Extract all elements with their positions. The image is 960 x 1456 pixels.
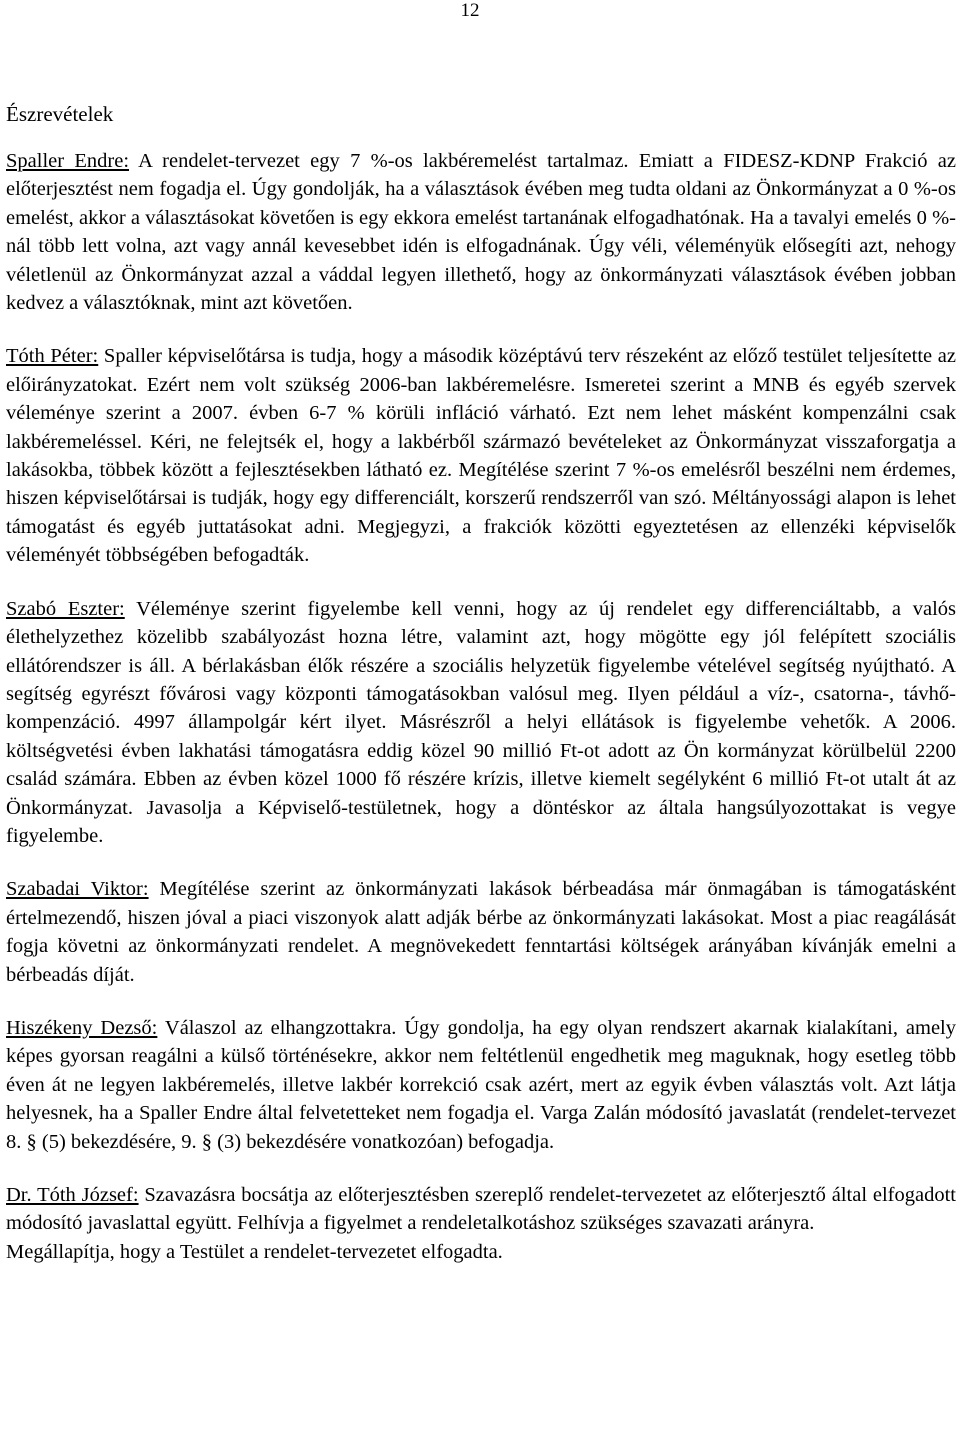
paragraph-hiszekeny xyxy=(6,1014,956,1156)
speaker-name: Spaller Endre: xyxy=(6,150,130,172)
paragraph-text: Szavazásra bocsátja az előterjesztésben szereplő rendelet-tervezetet az előterjesztő által elfogadott módosító javaslattal együtt. Felhívja a figyelmet a rendeletalkotáshoz szükséges szavazati arányra. xyxy=(6,1184,956,1235)
paragraph-text: Véleménye szerint figyelembe kell venni, hogy az új rendelet egy differenciáltabb, a valós élethelyzethez közelibb szabályozást hozna létre, valamint azt, hogy mögötte egy jól felépített szociális ellátórendszer is áll. A bérlakásban élők részére a szociális helyzetük figyelembe vételével segítség nyújtható. A segítség egyrészt fővárosi vagy központi támogatásokban valósul meg. Ilyen például a víz-, csatorna-, távhő-kompenzáció. 4997 állampolgár kért ilyet. Másrészről a helyi ellátások is figyelembe vehetők. A 2006. költségvetési évben lakhatási támogatásra eddig közel 90 millió Ft-ot adott az Ön kormányzat körülbelül 2200 család számára. Ebben az évben közel 1000 fő részére krízis, illetve kiemelt segélyként 6 millió Ft-ot utalt át az Önkormányzat. Javasolja a Képviselő-testületnek, hogy a döntéskor az általa hangsúlyozottakat is vegye figyelembe. xyxy=(6,597,957,847)
document-body xyxy=(6,100,956,1266)
page-number: 12 xyxy=(460,0,480,21)
paragraph-text: A rendelet-tervezet egy 7 %-os lakbéremelést tartalmaz. Emiatt a FIDESZ-KDNP Frakció az előterjesztést nem fogadja el. Úgy gondolják, ha a választások évében meg tudta oldani az Önkormányzat a 0 %-os emelést, akkor a választásokat követően is egy ekkora emelést tartanának elfogadhatónak. Ha a tavalyi emelés 0 %-nál több lett volna, azt vagy annál kevesebbet idén is elfogadnának. Úgy véli, véleményük elősegíti azt, nehogy véletlenül az Önkormányzat azzal a váddal legyen illethető, hogy az önkormányzati választások évében jobban kedvez a választóknak, mint azt követően. xyxy=(6,150,956,315)
section-title: Észrevételek xyxy=(6,102,114,126)
paragraph-text: Megítélése szerint az önkormányzati lakások bérbeadása már önmagában is támogatásként értelmezendő, hiszen jóval a piaci viszonyok alatt adják bérbe az önkormányzati lakásokat. Most a piac reagálását fogja követni az önkormányzati rendelet. A megnövekedett fenntartási költségek arányában kívánják emelni a bérbeadás díját. xyxy=(6,878,957,986)
conclusion-text: Megállapítja, hogy a Testület a rendelet-tervezetet elfogadta. xyxy=(6,1240,503,1263)
speaker-name: Szabadai Viktor: xyxy=(6,878,149,901)
paragraph-spaller xyxy=(6,147,956,317)
paragraph-text: Válaszol az elhangzottakra. Úgy gondolja, ha egy olyan rendszert akarnak kialakítani, amely képes gyorsan reagálni a külső történésekre, akkor nem feltétlenül engedhetik meg maguknak, hogy esetleg több éven át ne legyen lakbéremelés, illetve lakbér korrekció csak azért, mert az egyik évben választás volt. Azt látja helyesnek, ha a Spaller Endre által felvetetteket nem fogadja el. Varga Zalán módosító javaslatát (rendelet-tervezet 8. § (5) bekezdésére, 9. § (3) bekezdésére vonatkozóan) befogadja. xyxy=(6,1016,956,1153)
speaker-name: Hiszékeny Dezső: xyxy=(6,1016,158,1039)
paragraph-szabo xyxy=(6,595,956,851)
speaker-name: Dr. Tóth József: xyxy=(6,1184,139,1206)
paragraph-szabadai xyxy=(6,875,956,989)
paragraph-toth-peter xyxy=(6,342,956,569)
speaker-name: Szabó Eszter: xyxy=(6,597,125,620)
paragraph-toth-jozsef xyxy=(6,1181,956,1238)
paragraph-text: Spaller képviselőtársa is tudja, hogy a második középtávú terv részeként az előző testület teljesítette az előirányzatokat. Ezért nem volt szükség 2006-ban lakbéremelésre. Ismeretei szerint a MNB és egyéb szervek véleménye szerint a 2007. évben 6-7 % körüli infláció várható. Ezt nem lehet másként kompenzálni csak lakbéremeléssel. Kéri, ne felejtsék el, hogy a lakbérből származó bevételeket az Önkormányzat visszaforgatja a lakásokba, többek között a fejlesztésekben látható ez. Megítélése szerint 7 %-os emelésről beszélni nem érdemes, hiszen képviselőtársai is tudják, hogy egy differenciált, korszerű rendszerről van szó. Méltányossági alapon is lehet támogatást és egyéb juttatásokat adni. Megjegyzi, a frakciók közötti egyeztetésen az ellenzéki képviselők véleményét többségében befogadták. xyxy=(6,345,956,567)
speaker-name: Tóth Péter: xyxy=(6,345,99,368)
